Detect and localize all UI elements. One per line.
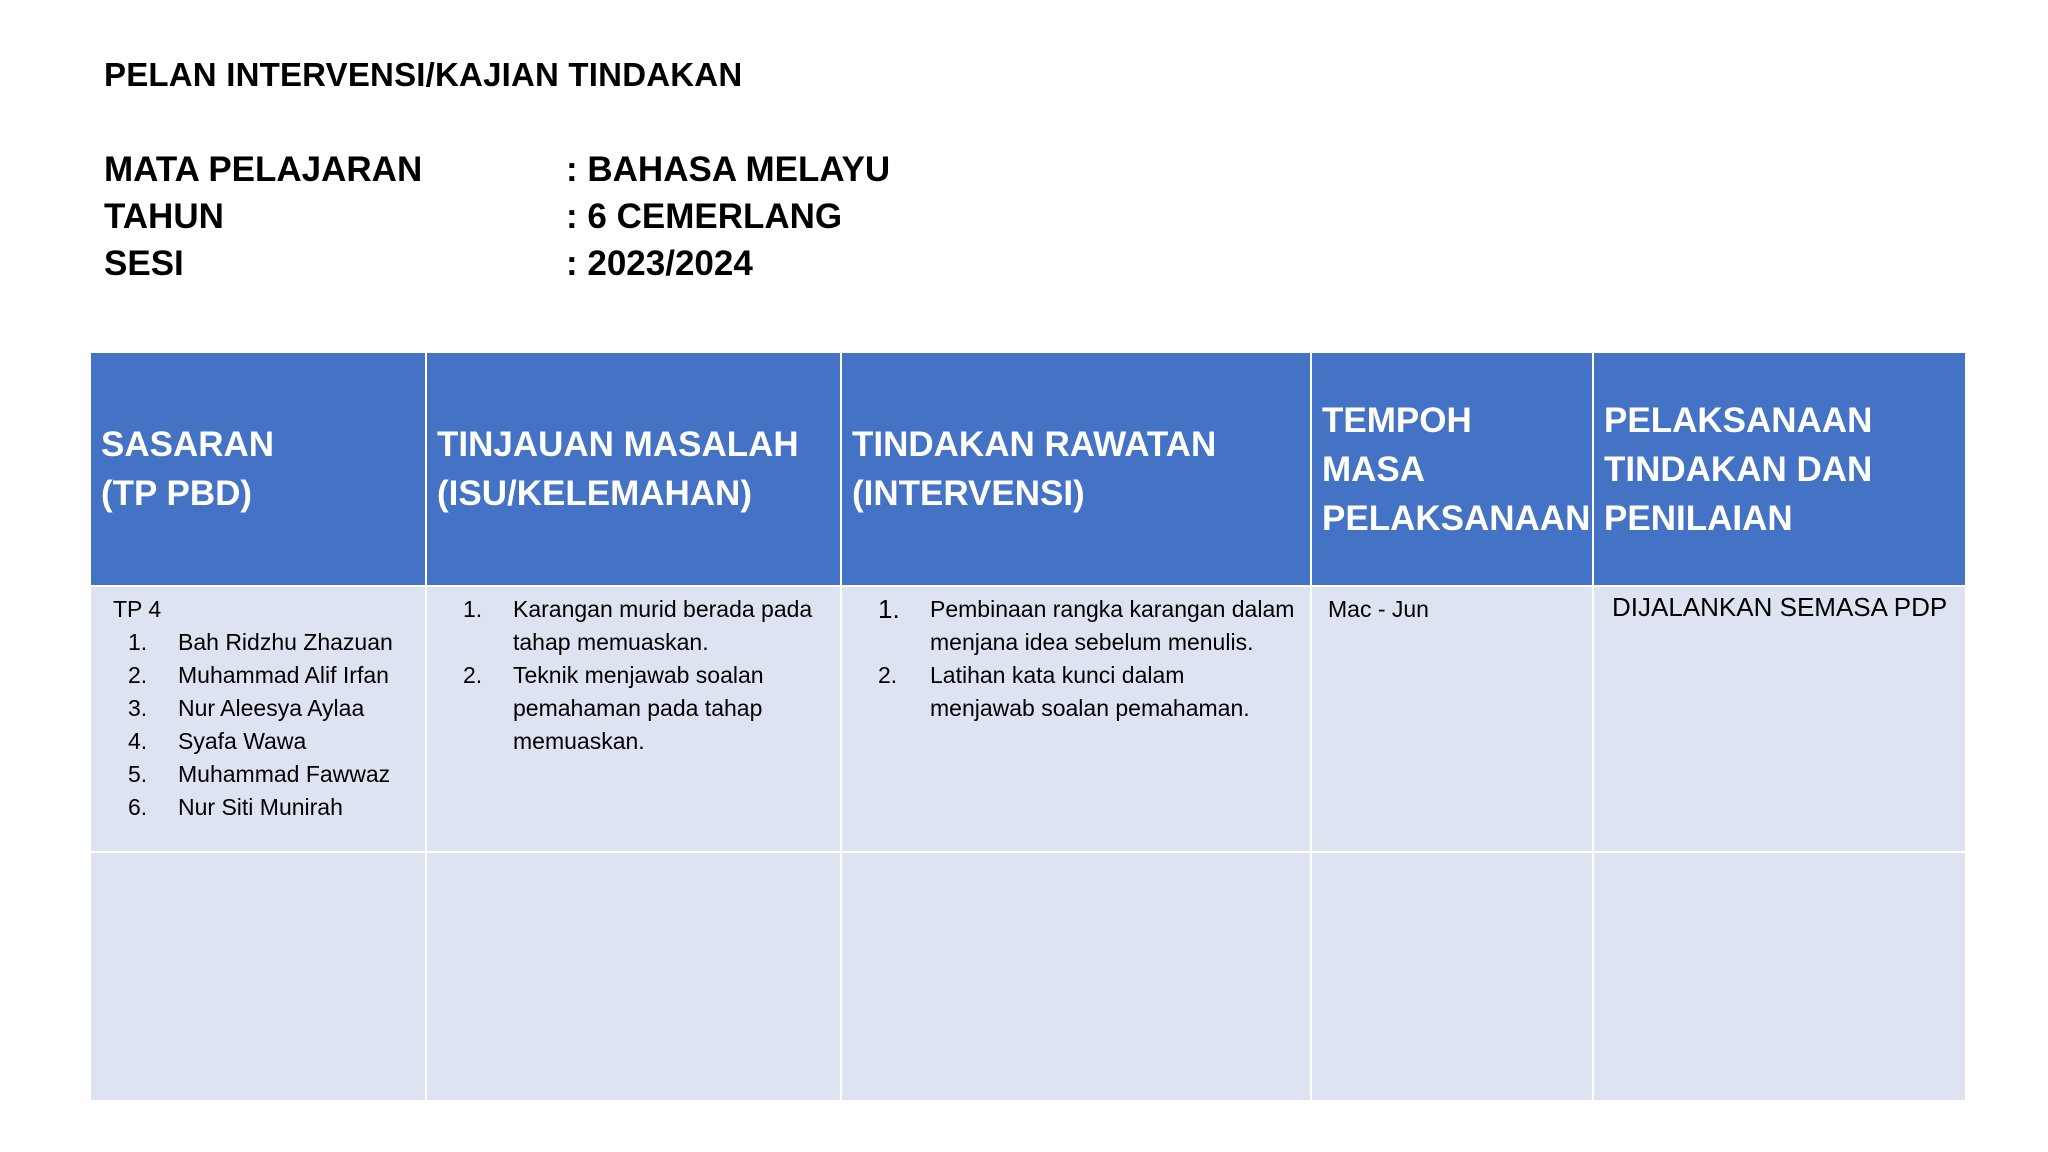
header-sasaran [90,352,426,586]
text-line: tahap memuaskan. [513,629,709,655]
table-row-empty [90,852,1966,1101]
header-line: TINJAUAN MASALAH [437,425,799,464]
meta-value: : 2023/2024 [566,243,753,283]
implementation-text: DIJALANKAN SEMASA PDP [1612,592,1948,622]
cell-empty [90,852,426,1101]
cell-empty [1311,852,1593,1101]
student-name: Nur Aleesya Aylaa [178,695,365,721]
header-line: (ISU/KELEMAHAN) [437,474,752,513]
intervention-plan-table [89,351,1967,1102]
list-number: 1. [463,596,483,622]
cell-tindakan-rawatan [841,586,1311,852]
issue-list [463,593,828,758]
header-line: TEMPOH MASA [1322,400,1472,489]
header-line: PELAKSANAAN [1322,498,1591,538]
list-item [463,659,828,758]
text-line: Latihan kata kunci dalam [930,662,1185,688]
meta-label: MATA PELAJARAN [104,149,423,189]
header-line: TINDAKAN DAN [1604,449,1873,489]
cell-pelaksanaan [1593,586,1966,852]
cell-empty [426,852,841,1101]
intervention-list [878,593,1298,725]
meta-label: SESI [104,243,184,283]
header-line: (TP PBD) [101,474,253,513]
list-item [113,692,413,725]
intervention-text [930,659,1250,725]
cell-tinjauan-masalah [426,586,841,852]
cell-empty [1593,852,1966,1101]
header-line: TINDAKAN RAWATAN [852,425,1217,464]
text-line: Pembinaan rangka karangan dalam [930,596,1295,622]
list-item [878,659,1298,725]
header-line: PELAKSANAAN [1604,400,1873,440]
document-title: PELAN INTERVENSI/KAJIAN TINDAKAN [104,56,743,93]
list-item [463,593,828,659]
student-list [113,626,413,824]
list-number: 6. [128,794,148,820]
student-name: Muhammad Fawwaz [178,761,391,787]
list-item [878,593,1298,659]
table-header-row [90,352,1966,586]
meta-value: : 6 CEMERLANG [566,196,843,236]
period-text: Mac - Jun [1328,596,1429,622]
student-name: Bah Ridzhu Zhazuan [178,629,393,655]
meta-row-year [104,193,890,240]
issue-text [513,659,764,758]
text-line: Karangan murid berada pada [513,596,813,622]
text-line: pemahaman pada tahap [513,695,763,721]
header-tempoh-masa [1311,352,1593,586]
list-number: 4. [128,728,148,754]
table-row [90,586,1966,852]
text-line: menjana idea sebelum menulis. [930,629,1254,655]
list-item [113,758,413,791]
student-name: Nur Siti Munirah [178,794,343,820]
meta-row-subject [104,146,890,193]
header-line: PENILAIAN [1604,498,1793,538]
list-number: 2. [463,662,483,688]
cell-sasaran [90,586,426,852]
list-item [113,725,413,758]
meta-label: TAHUN [104,196,224,236]
text-line: menjawab soalan pemahaman. [930,695,1250,721]
text-line: Teknik menjawab soalan [513,662,764,688]
header-tinjauan-masalah [426,352,841,586]
meta-row-session [104,240,890,287]
list-number: 3. [128,695,148,721]
cell-tempoh-masa [1311,586,1593,852]
list-number: 1. [878,594,900,624]
list-number: 2. [878,662,898,688]
issue-text [513,593,812,659]
list-item [113,659,413,692]
list-item [113,791,413,824]
text-line: memuaskan. [513,728,645,754]
student-name: Syafa Wawa [178,728,307,754]
header-line: (INTERVENSI) [852,474,1085,513]
list-item [113,626,413,659]
list-number: 5. [128,761,148,787]
list-number: 2. [128,662,148,688]
header-line: SASARAN [101,425,275,464]
tp-level: TP 4 [113,596,162,622]
student-name: Muhammad Alif Irfan [178,662,389,688]
intervention-text [930,593,1294,659]
header-pelaksanaan [1593,352,1966,586]
cell-empty [841,852,1311,1101]
meta-value: : BAHASA MELAYU [566,149,891,189]
header-tindakan-rawatan [841,352,1311,586]
list-number: 1. [128,629,148,655]
document-meta [104,146,890,287]
